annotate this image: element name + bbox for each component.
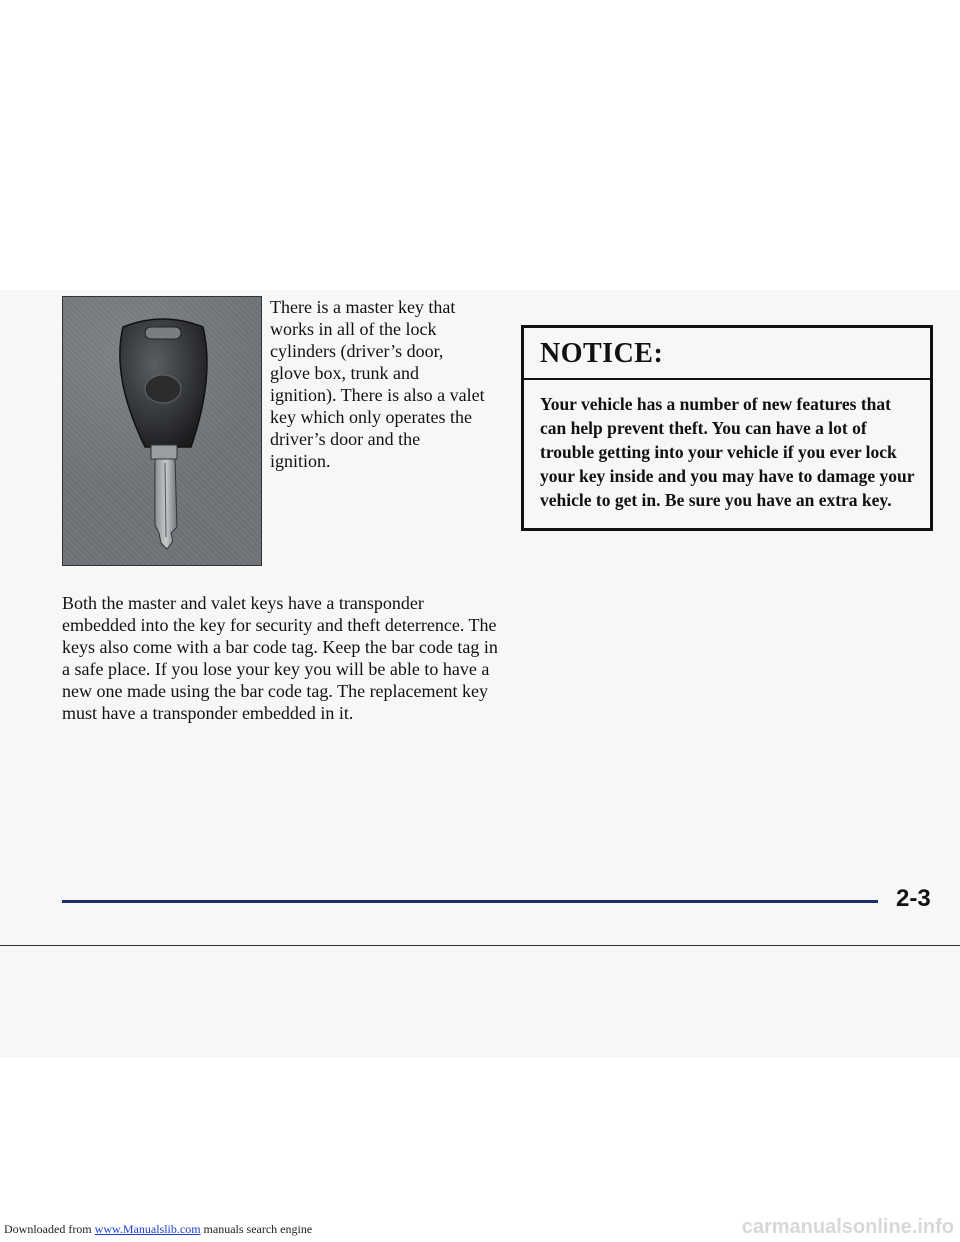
download-footer	[4, 1222, 312, 1237]
manualslib-link[interactable]: www.Manualslib.com	[94, 1222, 201, 1236]
master-key-description: There is a master key that works in all of the lock cylinders (driver’s door, glove box, trunk and ignition). There is also a valet key which only operates the driver’s door and the ignition.	[270, 297, 485, 471]
footer-suffix: manuals search engine	[200, 1222, 313, 1236]
page-number: 2-3	[896, 885, 931, 912]
notice-title: NOTICE:	[524, 328, 930, 380]
transponder-paragraph: Both the master and valet keys have a transponder embedded into the key for security and theft deterrence. The keys also come with a bar code tag. Keep the bar code tag in a safe place. If you lose your key you will be able to have a new one made using the bar code tag. The replacement key must have a transponder embedded in it.	[62, 593, 498, 723]
page-rule	[62, 900, 878, 903]
notice-box	[521, 325, 933, 531]
car-key-photo	[62, 296, 262, 566]
key-icon	[63, 297, 261, 565]
site-watermark: carmanualsonline.info	[741, 1216, 954, 1238]
notice-body: Your vehicle has a number of new features that can help prevent theft. You can have a lot of trouble getting into your vehicle if you ever lock your key inside and you may have to damage your vehicle to get in. Be sure you have an extra key.	[540, 394, 915, 510]
scan-edge-line	[0, 945, 960, 946]
footer-prefix: Downloaded from	[4, 1222, 95, 1236]
